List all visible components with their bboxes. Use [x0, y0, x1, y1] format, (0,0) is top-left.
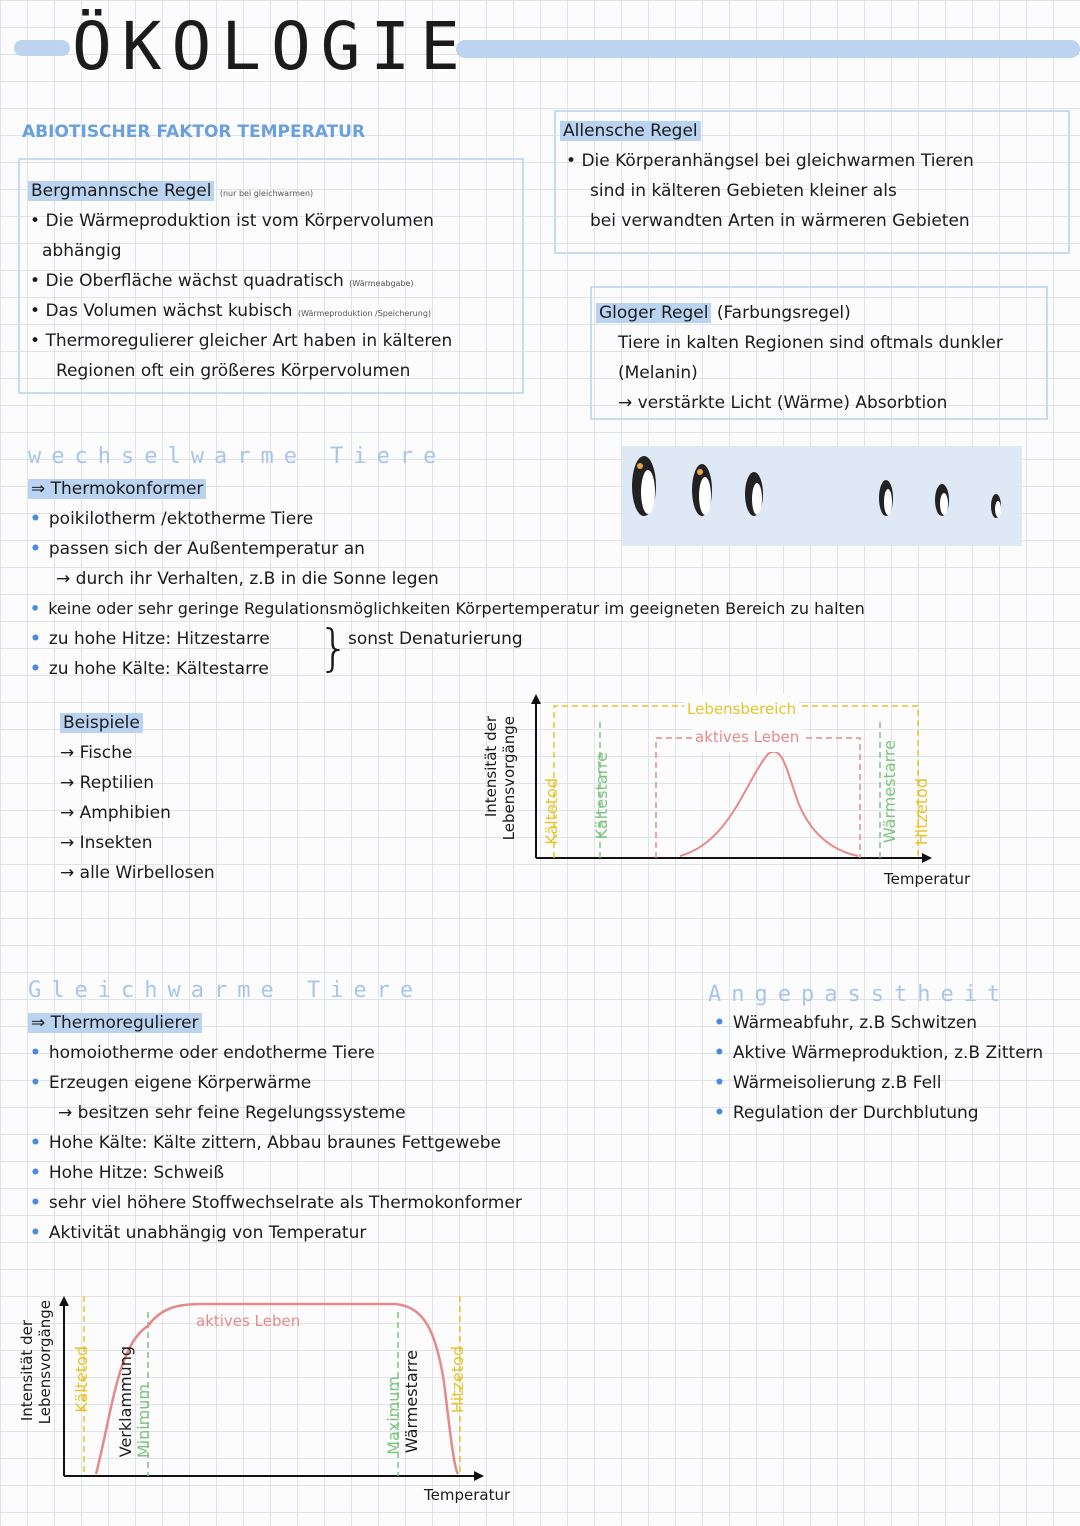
penguin-image	[622, 446, 1022, 546]
wechsel-line-6: • zu hohe Kälte: Kältestarre	[30, 659, 269, 679]
gleich-heading: Gleichwarme Tiere	[28, 978, 424, 1003]
gloger-heading-row	[596, 298, 851, 328]
allen-line-3: bei verwandten Arten in wärmeren Gebieten	[590, 211, 970, 231]
chart1-curve	[680, 752, 858, 856]
gleich-sub: ⇒ Thermoregulierer	[28, 1008, 202, 1038]
angepasst-line-4: • Regulation der Durchblutung	[714, 1103, 979, 1123]
wechsel-line-3: → durch ihr Verhalten, z.B in die Sonne legen	[56, 569, 439, 589]
gleich-line-2: • Erzeugen eigene Körperwärme	[30, 1073, 312, 1093]
wechsel-line-4: • keine oder sehr geringe Regulationsmöglichkeiten Körpertemperatur im geeigneten Bereich zu halten	[30, 599, 865, 618]
chart1-kaeltetod: Kältetod	[542, 778, 561, 845]
chart1-aktives-bracket	[656, 738, 860, 858]
bergmann-line-5: • Thermoregulierer gleicher Art haben in kälteren	[30, 331, 453, 351]
page-subtitle: ABIOTISCHER FAKTOR TEMPERATUR	[22, 122, 366, 142]
chart1-aktives: aktives Leben	[692, 722, 802, 752]
angepasst-heading: Angepasstheit	[708, 982, 1011, 1007]
gleich-line-7: • Aktivität unabhängig von Temperatur	[30, 1223, 367, 1243]
chart2-kaeltetod: Kältetod	[72, 1346, 91, 1413]
chart1-xlabel: Temperatur	[884, 870, 971, 888]
beispiel-2: → Reptilien	[60, 773, 155, 793]
bergmann-note: (nur bei gleichwarmen)	[219, 189, 314, 198]
chart1-hitzetod: Hitzetod	[912, 778, 931, 846]
gleich-line-3: → besitzen sehr feine Regelungssysteme	[58, 1103, 406, 1123]
brace: }	[318, 619, 350, 677]
wechsel-line-1: • poikilotherm /ektotherme Tiere	[30, 509, 314, 529]
chart1-y-arrow	[531, 694, 541, 704]
gloger-line-2: (Melanin)	[618, 363, 698, 383]
gloger-line-3: → verstärkte Licht (Wärme) Absorbtion	[618, 393, 948, 413]
chart2-ylabel-2: Lebensvorgänge	[36, 1300, 54, 1425]
chart2-aktives: aktives Leben	[196, 1312, 301, 1330]
beispiele-heading: Beispiele	[60, 708, 143, 738]
wechsel-line-5: • zu hohe Hitze: Hitzestarre	[30, 629, 270, 649]
bergmann-line-4: • Das Volumen wächst kubisch (Wärmeproduktion /Speicherung)	[30, 301, 432, 321]
gloger-line-1: Tiere in kalten Regionen sind oftmals dunkler	[618, 333, 1003, 353]
bergmann-line-1: • Die Wärmeproduktion ist vom Körpervolumen	[30, 211, 434, 231]
chart2-ylabel-1: Intensität der	[18, 1320, 36, 1422]
chart2-waermestarre: Wärmestarre	[402, 1350, 421, 1454]
allen-heading-row	[560, 116, 701, 146]
wechsel-sub: ⇒ Thermokonformer	[28, 474, 206, 504]
chart2-minimum: Minimum	[134, 1384, 153, 1459]
title-highlight-left	[14, 40, 70, 56]
chart2-xlabel: Temperatur	[424, 1486, 511, 1504]
chart2-verklammung: Verklammung	[116, 1346, 135, 1458]
title-highlight-right	[456, 40, 1080, 58]
allen-line-2: sind in kälteren Gebieten kleiner als	[590, 181, 897, 201]
bergmann-heading: Bergmannsche Regel	[28, 181, 214, 201]
beispiel-5: → alle Wirbellosen	[60, 863, 215, 883]
beispiel-3: → Amphibien	[60, 803, 171, 823]
wechsel-line-2: • passen sich der Außentemperatur an	[30, 539, 365, 559]
allen-line-1: • Die Körperanhängsel bei gleichwarmen Tieren	[566, 151, 974, 171]
beispiel-1: → Fische	[60, 743, 133, 763]
angepasst-line-2: • Aktive Wärmeproduktion, z.B Zittern	[714, 1043, 1044, 1063]
chart1-ylabel-2: Lebensvorgänge	[500, 716, 518, 841]
angepasst-line-3: • Wärmeisolierung z.B Fell	[714, 1073, 942, 1093]
gloger-heading: Gloger Regel	[596, 303, 711, 323]
chart2-maximum: Maximum	[384, 1376, 403, 1455]
bergmann-line-2: abhängig	[42, 241, 122, 261]
chart2-hitzetod: Hitzetod	[448, 1346, 467, 1414]
gleich-line-5: • Hohe Hitze: Schweiß	[30, 1163, 225, 1183]
gleich-line-1: • homoiotherme oder endotherme Tiere	[30, 1043, 375, 1063]
gleich-line-4: • Hohe Kälte: Kälte zittern, Abbau braunes Fettgewebe	[30, 1133, 501, 1153]
chart1-kaeltestarre: Kältestarre	[592, 752, 611, 840]
page-title: ÖKOLOGIE	[72, 8, 470, 85]
gleich-line-6: • sehr viel höhere Stoffwechselrate als Thermokonformer	[30, 1193, 522, 1213]
chart1-ylabel-1: Intensität der	[482, 716, 500, 818]
wechsel-heading: wechselwarme Tiere	[28, 444, 447, 469]
chart1-x-arrow	[922, 853, 932, 863]
chart1-lebensbereich: Lebensbereich	[684, 694, 799, 724]
allen-heading: Allensche Regel	[560, 121, 701, 141]
bergmann-heading-row	[28, 176, 313, 209]
gloger-note: (Farbungsregel)	[716, 303, 851, 323]
chart1-waermestarre: Wärmestarre	[880, 740, 899, 844]
bergmann-line-3: • Die Oberfläche wächst quadratisch (Wärmeabgabe)	[30, 271, 414, 291]
bergmann-line-6: Regionen oft ein größeres Körpervolumen	[56, 361, 411, 381]
angepasst-line-1: • Wärmeabfuhr, z.B Schwitzen	[714, 1013, 978, 1033]
beispiel-4: → Insekten	[60, 833, 153, 853]
chart2-y-arrow	[59, 1296, 69, 1306]
wechsel-line-7: sonst Denaturierung	[348, 629, 523, 649]
